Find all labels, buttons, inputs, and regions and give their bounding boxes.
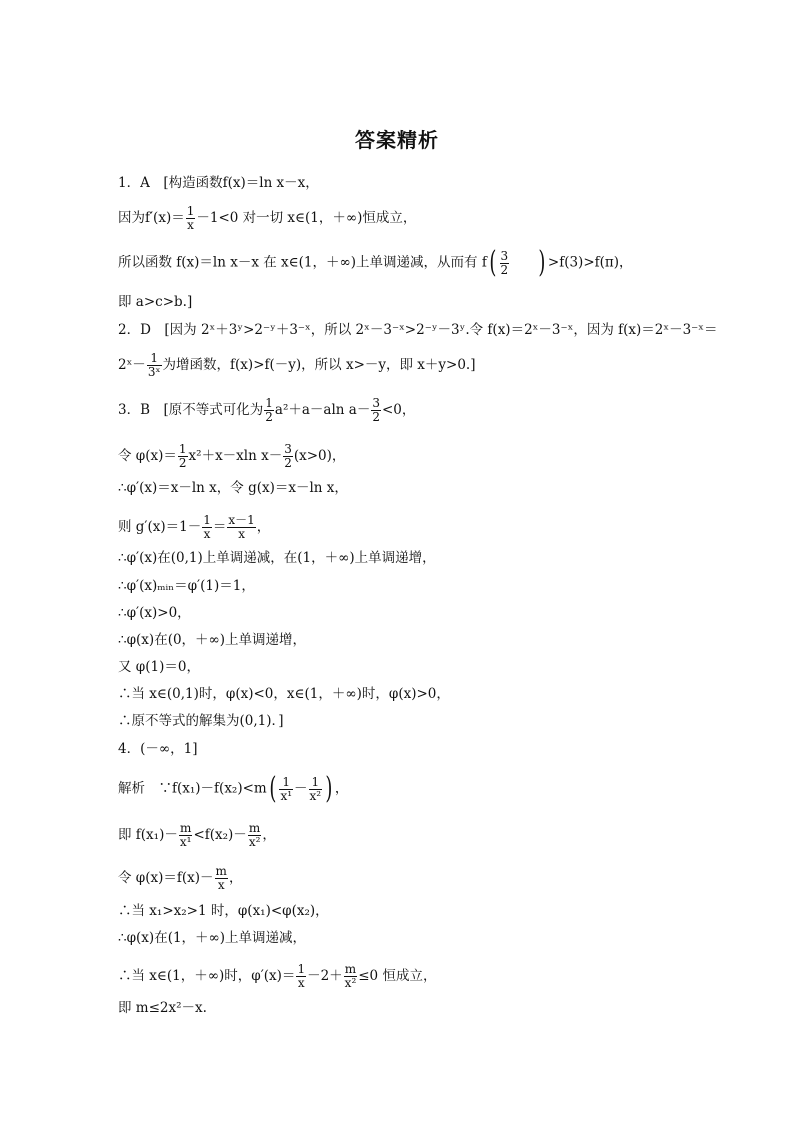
q1-line-2-pre: 因为f′(x)＝ bbox=[118, 210, 185, 226]
q4-line-2-minus: － bbox=[294, 780, 308, 797]
frac-num: 3 bbox=[500, 248, 509, 263]
q4-line-8: 即 m≤2x²－x. bbox=[118, 1000, 207, 1016]
q2-line-2 bbox=[118, 352, 476, 379]
frac-den: x² bbox=[344, 976, 357, 990]
frac-num: m bbox=[179, 821, 192, 835]
frac-num: 3 bbox=[284, 442, 292, 456]
q4-line-4-post: ， bbox=[228, 870, 243, 886]
frac-den: x bbox=[297, 976, 305, 990]
q3-line-2-post: (x>0)， bbox=[293, 448, 346, 464]
q2-line-2-pre: 2ˣ－ bbox=[118, 357, 146, 373]
fraction bbox=[279, 776, 293, 803]
q2-line-1: 2．D [因为 2ˣ＋3ʸ>2⁻ʸ＋3⁻ˣ，所以 2ˣ－3⁻ˣ>2⁻ʸ－3ʸ.令 f(x)＝2ˣ－3⁻ˣ，因为 f(x)＝2ˣ－3⁻ˣ＝ bbox=[118, 322, 718, 338]
frac-num: 1 bbox=[203, 513, 211, 527]
q4-line-4 bbox=[118, 865, 242, 892]
frac-num: 1 bbox=[311, 774, 320, 789]
frac-den: 2 bbox=[265, 410, 273, 424]
fraction bbox=[344, 963, 358, 990]
fraction bbox=[264, 397, 274, 424]
q4-line-3-pre: 即 f(x₁)－ bbox=[118, 827, 178, 843]
q3-line-10: ∴当 x∈(0,1)时，φ(x)<0，x∈(1，＋∞)时，φ(x)>0， bbox=[118, 686, 450, 702]
q3-line-1-mid: a²＋a－aln a－ bbox=[274, 402, 371, 418]
fraction bbox=[215, 865, 228, 892]
q3-line-5: ∴φ′(x)在(0,1)上单调递减，在(1，＋∞)上单调递增， bbox=[118, 550, 436, 566]
q4-line-6: ∴φ(x)在(1，＋∞)上单调递减， bbox=[118, 930, 307, 946]
fraction bbox=[248, 822, 262, 849]
frac-num: m bbox=[215, 864, 227, 878]
frac-den: x bbox=[215, 878, 228, 892]
page-title: 答案精析 bbox=[355, 128, 439, 152]
fraction bbox=[283, 443, 293, 470]
q1-line-2 bbox=[118, 205, 416, 232]
right-paren-glyph: ) bbox=[325, 771, 333, 806]
frac-den: x² bbox=[248, 835, 261, 849]
q4-line-3-post: ， bbox=[262, 827, 276, 843]
q1-line-4: 即 a>c>b.] bbox=[118, 294, 193, 310]
fraction bbox=[147, 352, 162, 379]
q4-line-7-post: ≤0 恒成立， bbox=[358, 968, 437, 984]
q1-line-1: 1．A [构造函数f(x)＝ln x－x， bbox=[118, 175, 319, 191]
frac-num: 1 bbox=[297, 962, 306, 976]
frac-num: 1 bbox=[282, 774, 291, 789]
q4-line-4-pre: 令 φ(x)＝f(x)－ bbox=[118, 870, 214, 886]
frac-den: 2 bbox=[372, 410, 380, 424]
q4-line-3 bbox=[118, 822, 276, 849]
fraction bbox=[309, 776, 323, 803]
frac-num: m bbox=[248, 821, 261, 835]
fraction bbox=[371, 397, 381, 424]
q4-line-1: 4．(－∞，1] bbox=[118, 741, 198, 757]
frac-num: x－1 bbox=[228, 513, 255, 527]
q3-line-11: ∴原不等式的解集为(0,1)．] bbox=[118, 713, 284, 729]
q3-line-2-mid: x²＋x－xln x－ bbox=[188, 448, 283, 464]
q1-line-3 bbox=[118, 245, 633, 280]
q3-line-6: ∴φ′(x)ₘᵢₙ＝φ′(1)＝1， bbox=[118, 578, 255, 594]
left-paren-glyph: ( bbox=[269, 771, 277, 806]
frac-num: 1 bbox=[178, 442, 187, 456]
fraction bbox=[296, 963, 306, 990]
frac-den: x¹ bbox=[179, 835, 192, 849]
fraction bbox=[179, 822, 193, 849]
q3-line-1 bbox=[118, 397, 415, 424]
left-paren-glyph: ( bbox=[489, 245, 497, 280]
frac-den: x bbox=[187, 218, 194, 232]
q4-line-7 bbox=[118, 963, 436, 990]
q2-line-2-post: 为增函数，f(x)>f(－y)，所以 x>－y，即 x＋y>0.] bbox=[162, 357, 476, 373]
q3-line-4-pre: 则 g′(x)＝1－ bbox=[118, 519, 202, 535]
q3-line-4-eq: ＝ bbox=[212, 519, 227, 535]
q3-line-8: ∴φ(x)在(0，＋∞)上单调递增， bbox=[118, 632, 307, 648]
fraction bbox=[227, 514, 255, 541]
q3-line-4 bbox=[118, 514, 270, 541]
frac-den: x bbox=[203, 527, 211, 541]
fraction bbox=[178, 443, 188, 470]
q1-line-2-post: －1<0 对一切 x∈(1，＋∞)恒成立， bbox=[196, 210, 417, 226]
q3-line-1-post: <0， bbox=[381, 402, 416, 418]
q4-line-7-mid: －2＋ bbox=[307, 968, 343, 984]
q4-line-2 bbox=[118, 771, 349, 806]
q1-line-3-post: >f(3)>f(π)， bbox=[547, 254, 633, 271]
right-paren-glyph: ) bbox=[538, 245, 546, 280]
fraction bbox=[202, 514, 212, 541]
q3-line-9: 又 φ(1)＝0， bbox=[118, 659, 200, 675]
q3-line-7: ∴φ′(x)>0， bbox=[118, 605, 191, 621]
frac-den: 3ˣ bbox=[147, 365, 161, 379]
fraction bbox=[186, 205, 196, 232]
frac-den: 2 bbox=[284, 456, 292, 470]
frac-num: 3 bbox=[372, 396, 380, 410]
q3-line-2-pre: 令 φ(x)＝ bbox=[118, 448, 177, 464]
q4-line-7-pre: ∴当 x∈(1，＋∞)时，φ′(x)＝ bbox=[118, 968, 296, 984]
frac-num: m bbox=[344, 962, 357, 976]
q4-line-2-pre: 解析 ∵f(x₁)－f(x₂)<m bbox=[118, 780, 267, 797]
frac-den: 2 bbox=[178, 456, 187, 470]
q4-line-3-mid: <f(x₂)－ bbox=[193, 827, 247, 843]
fraction bbox=[500, 250, 510, 277]
q1-line-3-pre: 所以函数 f(x)＝ln x－x 在 x∈(1，＋∞)上单调递减，从而有 f bbox=[118, 254, 487, 271]
frac-den: x² bbox=[309, 788, 322, 803]
q4-line-5: ∴当 x₁>x₂>1 时，φ(x₁)<φ(x₂)， bbox=[118, 903, 329, 919]
q4-line-2-post: ， bbox=[334, 780, 349, 797]
q3-line-2 bbox=[118, 443, 345, 470]
q3-line-4-post: ， bbox=[256, 519, 271, 535]
q3-line-3: ∴φ′(x)＝x－ln x，令 g(x)＝x－ln x， bbox=[118, 480, 348, 496]
q3-line-1-pre: 3．B [原不等式可化为 bbox=[118, 402, 264, 418]
frac-den: x¹ bbox=[280, 788, 293, 803]
frac-num: 1 bbox=[186, 204, 195, 218]
frac-den: x bbox=[227, 527, 255, 541]
frac-den: 2 bbox=[500, 262, 509, 277]
frac-num: 1 bbox=[150, 351, 158, 365]
frac-num: 1 bbox=[265, 396, 273, 410]
